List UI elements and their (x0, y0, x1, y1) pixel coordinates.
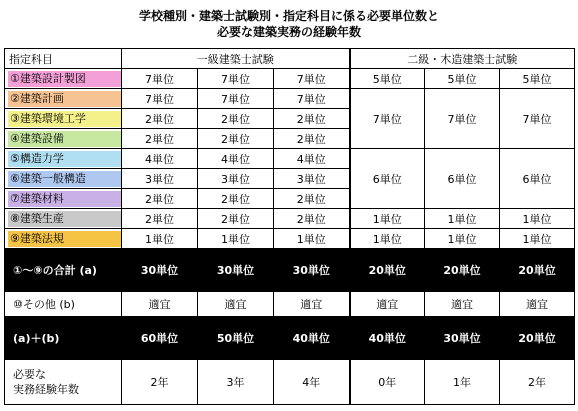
value-cell: 1単位 (122, 229, 198, 249)
subject-cell (5, 109, 122, 129)
value-cell: 1単位 (500, 229, 575, 249)
value-cell-merged: 6単位 (425, 149, 500, 209)
value-cell: 3単位 (198, 169, 274, 189)
value-cell: 2単位 (122, 129, 198, 149)
subject-cell (5, 209, 122, 229)
total-value: 40単位 (350, 317, 425, 360)
value-cell: 7単位 (198, 69, 274, 89)
requirements-table (4, 48, 575, 405)
other-label: ⑩その他 (b) (5, 292, 122, 317)
sum-value: 30単位 (122, 249, 198, 292)
total-value: 60単位 (122, 317, 198, 360)
subject-cell (5, 189, 122, 209)
subject-label: ⑥建築一般構造 (8, 171, 121, 187)
value-cell: 7単位 (274, 69, 350, 89)
experience-value: 2年 (500, 360, 575, 405)
subject-label: ①建築設計製図 (8, 71, 121, 87)
value-cell: 2単位 (198, 209, 274, 229)
value-cell: 2単位 (274, 129, 350, 149)
value-cell: 5単位 (350, 69, 425, 89)
value-cell: 7単位 (122, 69, 198, 89)
sum-value: 20単位 (350, 249, 425, 292)
subject-cell (5, 129, 122, 149)
total-value: 50単位 (198, 317, 274, 360)
experience-row (5, 360, 575, 405)
other-value: 適宜 (350, 292, 425, 317)
value-cell: 7単位 (122, 89, 198, 109)
value-cell: 1単位 (350, 229, 425, 249)
subject-label: ②建築計画 (8, 91, 121, 107)
total-value: 20単位 (500, 317, 575, 360)
value-cell: 7単位 (274, 89, 350, 109)
value-cell: 2単位 (274, 189, 350, 209)
sum-row (5, 249, 575, 292)
experience-label-line2: 実務経験年数 (13, 383, 79, 396)
page-title-line2: 必要な建築実務の経験年数 (216, 25, 361, 39)
subject-label: ⑧建築生産 (8, 211, 121, 227)
value-cell: 3単位 (274, 169, 350, 189)
experience-value: 2年 (122, 360, 198, 405)
value-cell-merged: 6単位 (350, 149, 425, 209)
value-cell: 1単位 (425, 209, 500, 229)
subject-row-8 (5, 209, 575, 229)
value-cell: 4単位 (198, 149, 274, 169)
header-row (5, 49, 575, 69)
value-cell: 2単位 (122, 209, 198, 229)
subject-label: ④建築設備 (8, 131, 121, 147)
other-value: 適宜 (425, 292, 500, 317)
value-cell-merged: 7単位 (500, 89, 575, 149)
other-value: 適宜 (122, 292, 198, 317)
value-cell: 2単位 (198, 109, 274, 129)
subject-cell (5, 149, 122, 169)
value-cell-merged: 7単位 (350, 89, 425, 149)
experience-value: 3年 (198, 360, 274, 405)
value-cell-merged: 6単位 (500, 149, 575, 209)
value-cell-merged: 7単位 (425, 89, 500, 149)
subject-row-2 (5, 89, 575, 109)
value-cell: 2単位 (198, 189, 274, 209)
experience-value: 1年 (425, 360, 500, 405)
grade2-header: 二級・木造建築士試験 (350, 49, 575, 69)
value-cell: 1単位 (350, 209, 425, 229)
subject-cell (5, 69, 122, 89)
total-value: 40単位 (274, 317, 350, 360)
value-cell: 2単位 (122, 109, 198, 129)
subject-cell (5, 229, 122, 249)
value-cell: 1単位 (274, 229, 350, 249)
value-cell: 1単位 (425, 229, 500, 249)
experience-value: 0年 (350, 360, 425, 405)
subject-cell (5, 89, 122, 109)
value-cell: 3単位 (122, 169, 198, 189)
subject-label: ⑨建築法規 (8, 231, 121, 247)
subject-header: 指定科目 (5, 49, 122, 69)
subject-label: ⑦建築材料 (8, 191, 121, 207)
other-value: 適宜 (198, 292, 274, 317)
value-cell: 2単位 (198, 129, 274, 149)
value-cell: 7単位 (198, 89, 274, 109)
subject-cell (5, 169, 122, 189)
subject-label: ③建築環境工学 (8, 111, 121, 127)
total-row (5, 317, 575, 360)
page-title-line1: 学校種別・建築士試験別・指定科目に係る必要単位数と (138, 9, 439, 23)
value-cell: 4単位 (122, 149, 198, 169)
value-cell: 5単位 (425, 69, 500, 89)
subject-row-1 (5, 69, 575, 89)
experience-label (5, 360, 122, 405)
value-cell: 4単位 (274, 149, 350, 169)
other-value: 適宜 (274, 292, 350, 317)
sum-value: 30単位 (274, 249, 350, 292)
grade1-header: 一級建築士試験 (122, 49, 350, 69)
value-cell: 2単位 (274, 109, 350, 129)
value-cell: 5単位 (500, 69, 575, 89)
value-cell: 1単位 (198, 229, 274, 249)
sum-value: 30単位 (198, 249, 274, 292)
subject-row-5 (5, 149, 575, 169)
other-value: 適宜 (500, 292, 575, 317)
experience-value: 4年 (274, 360, 350, 405)
experience-label-line1: 必要な (13, 368, 46, 381)
value-cell: 2単位 (274, 209, 350, 229)
sum-value: 20単位 (425, 249, 500, 292)
sum-value: 20単位 (500, 249, 575, 292)
subject-label: ⑤構造力学 (8, 151, 121, 167)
other-row (5, 292, 575, 317)
total-label: (a)＋(b) (5, 317, 122, 360)
subject-row-9 (5, 229, 575, 249)
sum-label: ①～⑨の合計 (a) (5, 249, 122, 292)
total-value: 30単位 (425, 317, 500, 360)
value-cell: 1単位 (500, 209, 575, 229)
value-cell: 2単位 (122, 189, 198, 209)
